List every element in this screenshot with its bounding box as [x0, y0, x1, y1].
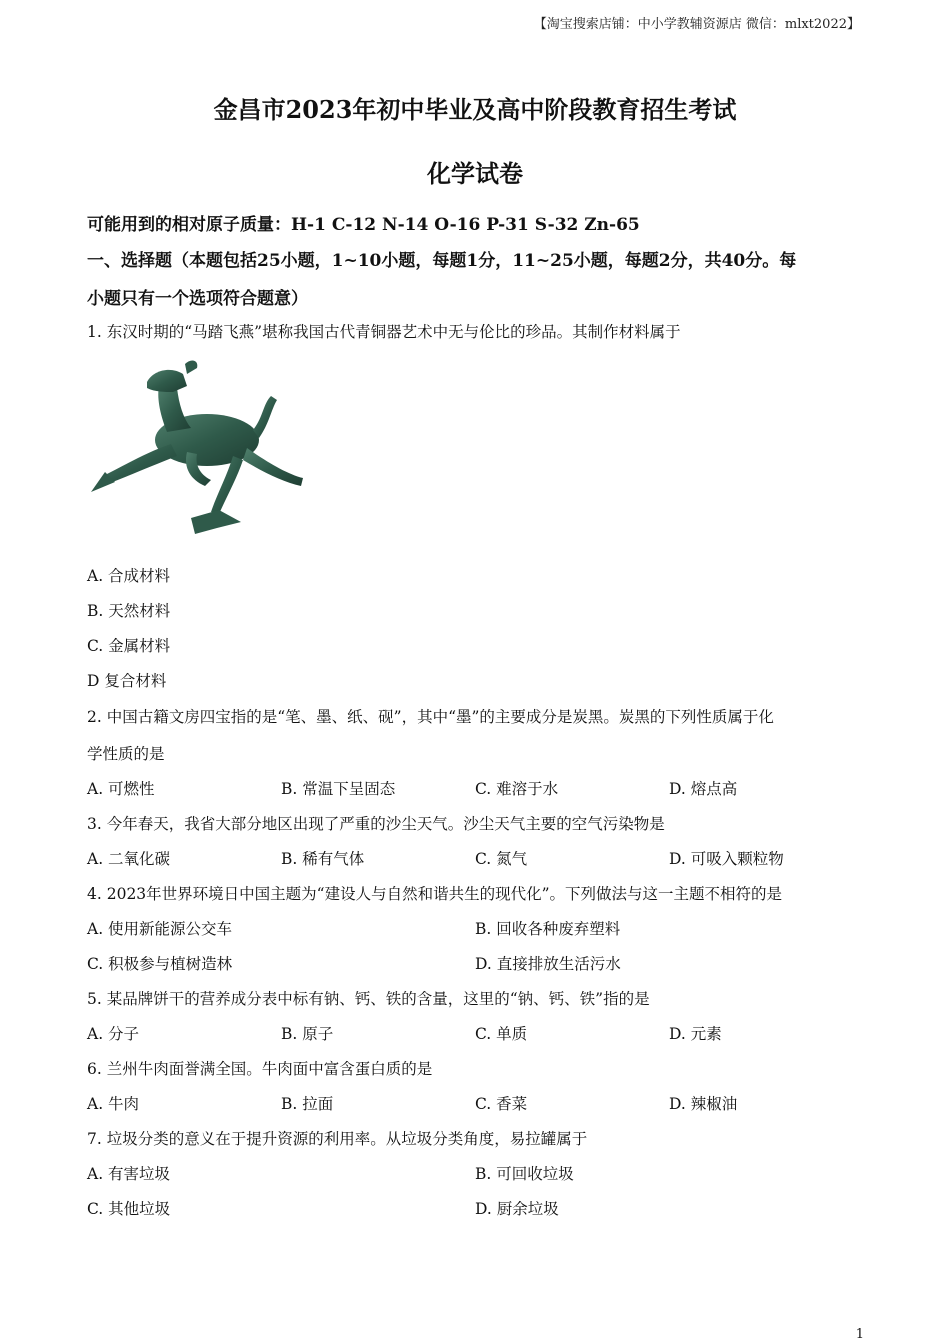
q6-option-b: B. 拉面: [281, 1095, 334, 1113]
q5-option-a: A. 分子: [87, 1025, 140, 1043]
q4-option-d: D. 直接排放生活污水: [475, 955, 621, 973]
q2-stem-line2: 学性质的是: [87, 745, 165, 763]
q2-option-a: A. 可燃性: [87, 780, 155, 798]
q1-option-a: A. 合成材料: [87, 567, 171, 585]
atomic-masses: 可能用到的相对原子质量：H-1 C-12 N-14 O-16 P-31 S-32 Zn-65: [87, 215, 640, 235]
q2-option-b: B. 常温下呈固态: [281, 780, 396, 798]
q3-option-a: A. 二氧化碳: [87, 850, 171, 868]
q4-stem: 4. 2023年世界环境日中国主题为“建设人与自然和谐共生的现代化”。下列做法与这一主题不相符的是: [87, 885, 783, 903]
q5-stem: 5. 某品牌饼干的营养成分表中标有钠、钙、铁的含量，这里的“钠、钙、铁”指的是: [87, 990, 650, 1008]
q6-option-c: C. 香菜: [475, 1095, 528, 1113]
section-heading-line2: 小题只有一个选项符合题意）: [87, 289, 308, 309]
q5-option-b: B. 原子: [281, 1025, 334, 1043]
q2-option-d: D. 熔点高: [669, 780, 738, 798]
section-heading-line1: 一、选择题（本题包括25小题，1~10小题，每题1分，11~25小题，每题2分，共40分。每: [87, 251, 797, 271]
q5-option-c: C. 单质: [475, 1025, 528, 1043]
q4-option-a: A. 使用新能源公交车: [87, 920, 233, 938]
q2-stem-line1: 2. 中国古籍文房四宝指的是“笔、墨、纸、砚”，其中“墨”的主要成分是炭黑。炭黑的下列性质属于化: [87, 708, 774, 726]
page-subtitle: 化学试卷: [427, 159, 523, 188]
q6-option-d: D. 辣椒油: [669, 1095, 738, 1113]
q5-option-d: D. 元素: [669, 1025, 722, 1043]
q2-option-c: C. 难溶于水: [475, 780, 559, 798]
q7-option-b: B. 可回收垃圾: [475, 1165, 574, 1183]
q7-option-a: A. 有害垃圾: [87, 1165, 171, 1183]
q1-option-d: D 复合材料: [87, 672, 167, 690]
q3-option-b: B. 稀有气体: [281, 850, 365, 868]
q6-option-a: A. 牛肉: [87, 1095, 140, 1113]
q7-stem: 7. 垃圾分类的意义在于提升资源的利用率。从垃圾分类角度，易拉罐属于: [87, 1130, 588, 1148]
q3-option-d: D. 可吸入颗粒物: [669, 850, 784, 868]
q7-option-c: C. 其他垃圾: [87, 1200, 171, 1218]
q6-stem: 6. 兰州牛肉面誉满全国。牛肉面中富含蛋白质的是: [87, 1060, 433, 1078]
q7-option-d: D. 厨余垃圾: [475, 1200, 559, 1218]
q1-option-c: C. 金属材料: [87, 637, 171, 655]
bronze-horse-image: [87, 352, 313, 542]
q4-option-c: C. 积极参与植树造林: [87, 955, 233, 973]
page-number: 1: [855, 1327, 864, 1342]
header-note: 【淘宝搜索店铺：中小学教辅资源店 微信：mlxt2022】: [533, 17, 860, 32]
q1-stem: 1. 东汉时期的“马踏飞燕”堪称我国古代青铜器艺术中无与伦比的珍品。其制作材料属于: [87, 323, 681, 341]
q4-option-b: B. 回收各种废弃塑料: [475, 920, 621, 938]
q3-stem: 3. 今年春天，我省大部分地区出现了严重的沙尘天气。沙尘天气主要的空气污染物是: [87, 815, 665, 833]
page-title: 金昌市2023年初中毕业及高中阶段教育招生考试: [213, 95, 737, 124]
q1-option-b: B. 天然材料: [87, 602, 171, 620]
q3-option-c: C. 氮气: [475, 850, 528, 868]
